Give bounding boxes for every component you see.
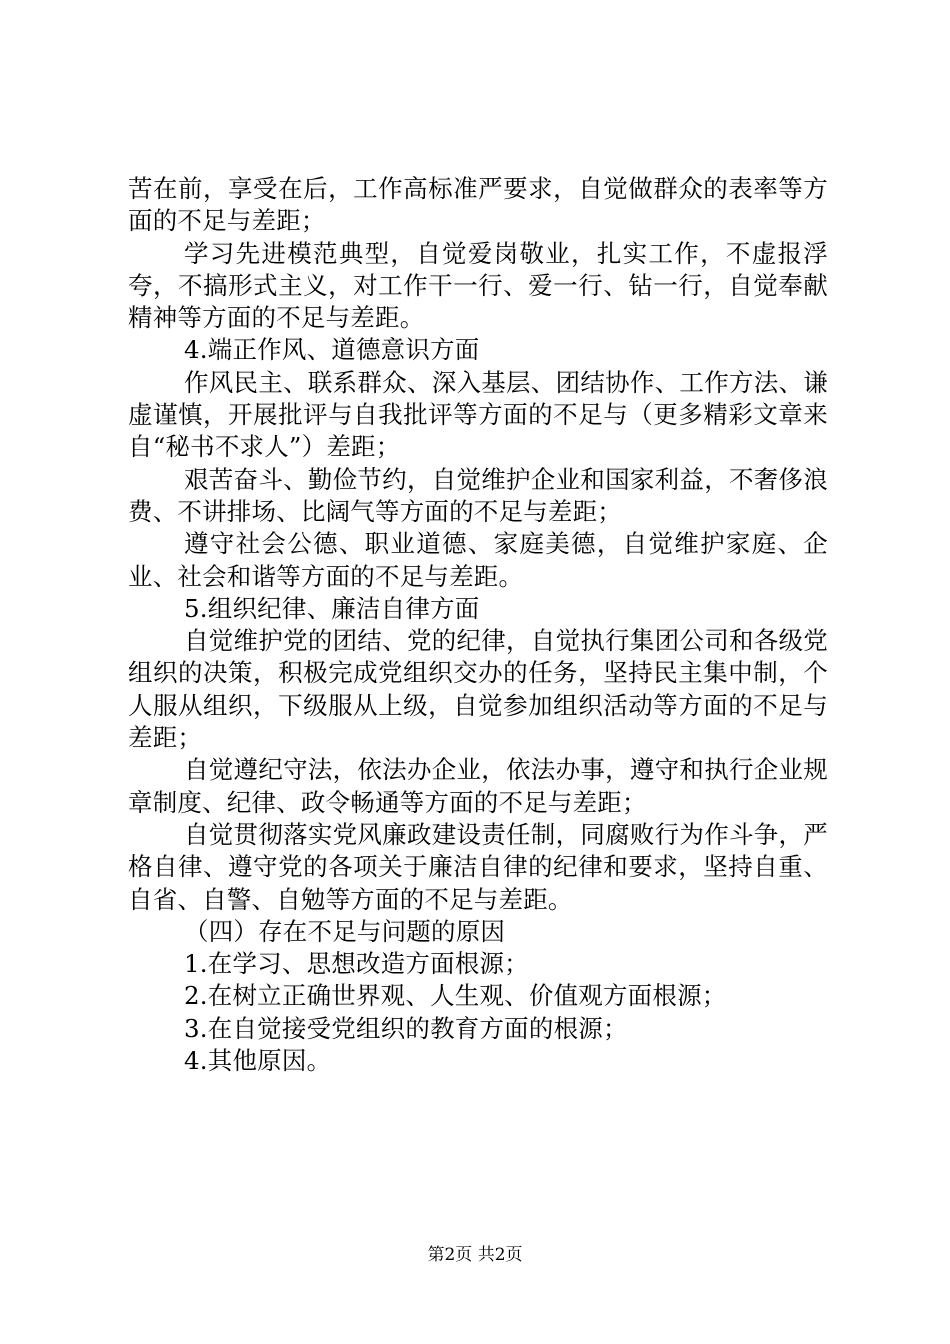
paragraph-law-abiding: 自觉遵纪守法，依法办企业，依法办事，遵守和执行企业规章制度、纪律、政令畅通等方面的不足与差距； [128,755,828,817]
document-body [128,173,828,1077]
section-heading-causes: （四）存在不足与问题的原因 [184,916,506,946]
list-item-cause-3: 3.在自觉接受党组织的教育方面的根源； [184,1013,628,1043]
section-heading-work-style: 4.端正作风、道德意识方面 [184,335,480,365]
paragraph-anti-corruption: 自觉贯彻落实党风廉政建设责任制，同腐败行为作斗争，严格自律、遵守党的各项关于廉洁自律的纪律和要求，坚持自重、自省、自警、自勉等方面的不足与差距。 [128,819,828,914]
page-number-footer: 第2页 共2页 [427,1245,523,1265]
list-item-cause-1: 1.在学习、思想改造方面根源； [184,949,529,979]
section-heading-discipline: 5.组织纪律、廉洁自律方面 [184,593,480,623]
list-item-cause-2: 2.在树立正确世界观、人生观、价值观方面根源； [184,981,727,1011]
paragraph-frugality: 艰苦奋斗、勤俭节约，自觉维护企业和国家利益，不奢侈浪费、不讲排场、比阔气等方面的不足与差距； [128,464,828,526]
paragraph-continuation: 苦在前，享受在后，工作高标准严要求，自觉做群众的表率等方面的不足与差距； [128,174,828,236]
paragraph-model-learning: 学习先进模范典型，自觉爱岗敬业，扎实工作，不虚报浮夸，不搞形式主义，对工作干一行、爱一行、钻一行，自觉奉献精神等方面的不足与差距。 [128,238,828,333]
list-item-cause-4: 4.其他原因。 [184,1046,332,1076]
paragraph-party-unity: 自觉维护党的团结、党的纪律，自觉执行集团公司和各级党组织的决策，积极完成党组织交办的任务，坚持民主集中制，个人服从组织，下级服从上级，自觉参加组织活动等方面的不足与差距； [128,626,828,753]
paragraph-democratic-style: 作风民主、联系群众、深入基层、团结协作、工作方法、谦虚谨慎，开展批评与自我批评等方面的不足与（更多精彩文章来自“秘书不求人”）差距； [128,367,828,462]
paragraph-social-ethics: 遵守社会公德、职业道德、家庭美德，自觉维护家庭、企业、社会和谐等方面的不足与差距。 [128,529,828,591]
